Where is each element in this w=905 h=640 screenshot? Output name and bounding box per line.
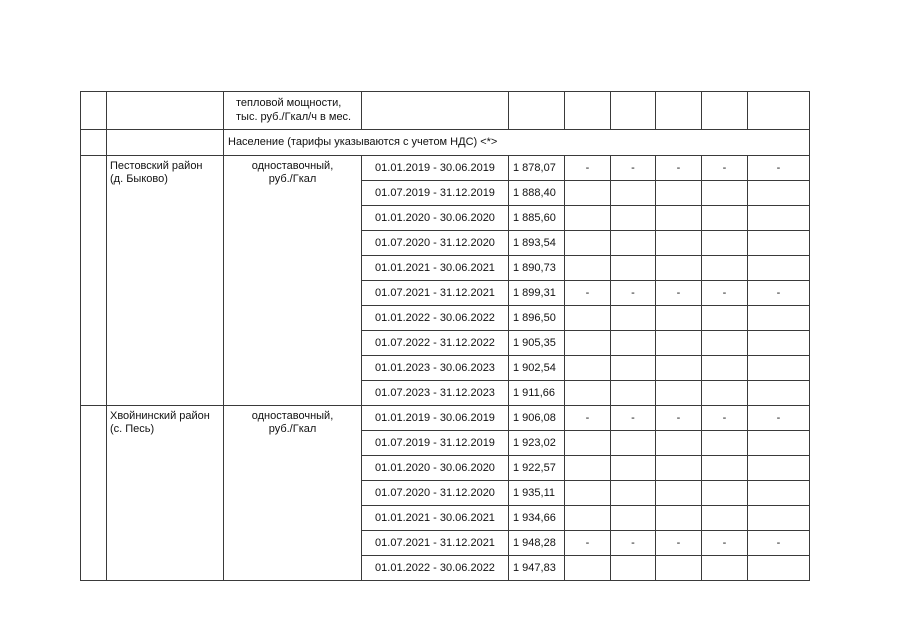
header-line-2: тыс. руб./Гкал/ч в мес. — [236, 111, 352, 123]
empty-cell — [748, 92, 810, 130]
empty-cell — [656, 92, 702, 130]
tariff-value-cell: 1 923,02 — [509, 431, 565, 456]
table-body — [81, 92, 810, 581]
dash-cell — [565, 256, 611, 281]
period-cell: 01.01.2020 - 30.06.2020 — [362, 456, 509, 481]
period-cell: 01.07.2019 - 31.12.2019 — [362, 181, 509, 206]
dash-cell — [611, 231, 656, 256]
tariff-value-cell: 1 906,08 — [509, 406, 565, 431]
dash-cell: - — [702, 406, 748, 431]
dash-cell — [565, 231, 611, 256]
dash-cell: - — [611, 156, 656, 181]
period-cell: 01.01.2020 - 30.06.2020 — [362, 206, 509, 231]
dash-cell — [565, 456, 611, 481]
period-cell: 01.07.2020 - 31.12.2020 — [362, 481, 509, 506]
capacity-unit-header — [224, 92, 362, 130]
dash-cell: - — [565, 531, 611, 556]
dash-cell — [748, 306, 810, 331]
dash-cell — [656, 356, 702, 381]
dash-cell — [702, 381, 748, 406]
dash-cell: - — [702, 531, 748, 556]
dash-cell — [656, 431, 702, 456]
dash-cell — [748, 181, 810, 206]
dash-cell — [565, 506, 611, 531]
dash-cell: - — [565, 281, 611, 306]
dash-cell: - — [702, 281, 748, 306]
dash-cell — [702, 181, 748, 206]
empty-cell — [509, 92, 565, 130]
section-title: Население (тарифы указываются с учетом НДС) <*> — [224, 130, 810, 156]
dash-cell — [702, 331, 748, 356]
dash-cell — [656, 181, 702, 206]
tariff-value-cell: 1 902,54 — [509, 356, 565, 381]
period-cell: 01.01.2021 - 30.06.2021 — [362, 506, 509, 531]
dash-cell — [702, 556, 748, 581]
empty-cell — [702, 92, 748, 130]
dash-cell — [748, 506, 810, 531]
district-name — [107, 406, 224, 581]
empty-cell — [81, 92, 107, 130]
dash-cell — [565, 206, 611, 231]
period-cell: 01.01.2022 - 30.06.2022 — [362, 306, 509, 331]
dash-cell — [611, 306, 656, 331]
dash-cell: - — [611, 406, 656, 431]
dash-cell — [611, 181, 656, 206]
tariff-value-cell: 1 890,73 — [509, 256, 565, 281]
dash-cell — [748, 456, 810, 481]
tariff-value-cell: 1 888,40 — [509, 181, 565, 206]
dash-cell — [702, 356, 748, 381]
dash-cell — [702, 306, 748, 331]
tariff-value-cell: 1 922,57 — [509, 456, 565, 481]
dash-cell — [656, 256, 702, 281]
dash-cell — [748, 356, 810, 381]
dash-cell: - — [656, 156, 702, 181]
tariff-value-cell: 1 947,83 — [509, 556, 565, 581]
dash-cell — [656, 481, 702, 506]
tariff-value-cell: 1 934,66 — [509, 506, 565, 531]
dash-cell — [748, 231, 810, 256]
dash-cell — [611, 456, 656, 481]
period-cell: 01.07.2021 - 31.12.2021 — [362, 281, 509, 306]
dash-cell — [565, 356, 611, 381]
dash-cell: - — [748, 281, 810, 306]
district-name-line-2: (д. Быково) — [110, 173, 168, 185]
dash-cell — [702, 456, 748, 481]
dash-cell — [702, 206, 748, 231]
dash-cell: - — [565, 406, 611, 431]
period-cell: 01.01.2019 - 30.06.2019 — [362, 406, 509, 431]
period-cell: 01.01.2021 - 30.06.2021 — [362, 256, 509, 281]
table-row — [81, 406, 810, 431]
empty-cell — [611, 92, 656, 130]
period-cell: 01.07.2022 - 31.12.2022 — [362, 331, 509, 356]
dash-cell — [748, 256, 810, 281]
dash-cell: - — [656, 531, 702, 556]
dash-cell — [748, 206, 810, 231]
period-cell: 01.07.2019 - 31.12.2019 — [362, 431, 509, 456]
dash-cell: - — [611, 531, 656, 556]
empty-cell — [107, 130, 224, 156]
dash-cell — [611, 481, 656, 506]
dash-cell — [656, 331, 702, 356]
table-row — [81, 156, 810, 181]
dash-cell — [656, 306, 702, 331]
dash-cell — [702, 506, 748, 531]
dash-cell — [702, 481, 748, 506]
tariff-table — [80, 91, 810, 581]
tariff-value-cell: 1 911,66 — [509, 381, 565, 406]
period-cell: 01.01.2023 - 30.06.2023 — [362, 356, 509, 381]
empty-cell — [362, 92, 509, 130]
dash-cell — [565, 431, 611, 456]
dash-cell — [702, 431, 748, 456]
dash-cell: - — [748, 406, 810, 431]
dash-cell — [611, 356, 656, 381]
dash-cell: - — [702, 156, 748, 181]
dash-cell: - — [611, 281, 656, 306]
tariff-value-cell: 1 896,50 — [509, 306, 565, 331]
tariff-value-cell: 1 905,35 — [509, 331, 565, 356]
dash-cell — [565, 181, 611, 206]
tariff-type-line-2: руб./Гкал — [268, 423, 317, 435]
tariff-value-cell: 1 893,54 — [509, 231, 565, 256]
dash-cell — [656, 556, 702, 581]
dash-cell — [748, 381, 810, 406]
dash-cell — [656, 456, 702, 481]
dash-cell — [565, 556, 611, 581]
dash-cell — [565, 481, 611, 506]
tariff-type-line-1: одноставочный, — [251, 410, 334, 422]
header-line-1: тепловой мощности, — [236, 97, 342, 109]
dash-cell — [748, 331, 810, 356]
dash-cell: - — [565, 156, 611, 181]
tariff-value-cell: 1 899,31 — [509, 281, 565, 306]
tariff-type-line-2: руб./Гкал — [268, 173, 317, 185]
dash-cell — [611, 506, 656, 531]
period-cell: 01.01.2022 - 30.06.2022 — [362, 556, 509, 581]
dash-cell — [565, 381, 611, 406]
period-cell: 01.01.2019 - 30.06.2019 — [362, 156, 509, 181]
empty-cell — [565, 92, 611, 130]
district-name-line-1: Хвойнинский район — [110, 410, 210, 422]
district-name-line-1: Пестовский район — [110, 160, 203, 172]
tariff-type — [224, 406, 362, 581]
dash-cell — [656, 381, 702, 406]
dash-cell: - — [748, 156, 810, 181]
dash-cell: - — [656, 281, 702, 306]
dash-cell: - — [748, 531, 810, 556]
dash-cell — [611, 556, 656, 581]
period-cell: 01.07.2020 - 31.12.2020 — [362, 231, 509, 256]
tariff-type-line-1: одноставочный, — [251, 160, 334, 172]
dash-cell — [656, 206, 702, 231]
dash-cell — [748, 481, 810, 506]
dash-cell — [656, 506, 702, 531]
period-cell: 01.07.2023 - 31.12.2023 — [362, 381, 509, 406]
number-cell — [81, 406, 107, 581]
empty-cell — [107, 92, 224, 130]
dash-cell — [565, 306, 611, 331]
dash-cell — [611, 256, 656, 281]
tariff-type — [224, 156, 362, 406]
dash-cell — [611, 381, 656, 406]
district-name-line-2: (с. Песь) — [110, 423, 155, 435]
district-name — [107, 156, 224, 406]
dash-cell — [611, 431, 656, 456]
tariff-value-cell: 1 885,60 — [509, 206, 565, 231]
dash-cell — [565, 331, 611, 356]
empty-cell — [81, 130, 107, 156]
tariff-value-cell: 1 935,11 — [509, 481, 565, 506]
tariff-value-cell: 1 948,28 — [509, 531, 565, 556]
dash-cell — [748, 431, 810, 456]
number-cell — [81, 156, 107, 406]
section-row — [81, 130, 810, 156]
dash-cell — [656, 231, 702, 256]
header-row — [81, 92, 810, 130]
period-cell: 01.07.2021 - 31.12.2021 — [362, 531, 509, 556]
dash-cell — [702, 256, 748, 281]
dash-cell — [611, 206, 656, 231]
dash-cell — [611, 331, 656, 356]
dash-cell — [702, 231, 748, 256]
tariff-value-cell: 1 878,07 — [509, 156, 565, 181]
dash-cell: - — [656, 406, 702, 431]
dash-cell — [748, 556, 810, 581]
